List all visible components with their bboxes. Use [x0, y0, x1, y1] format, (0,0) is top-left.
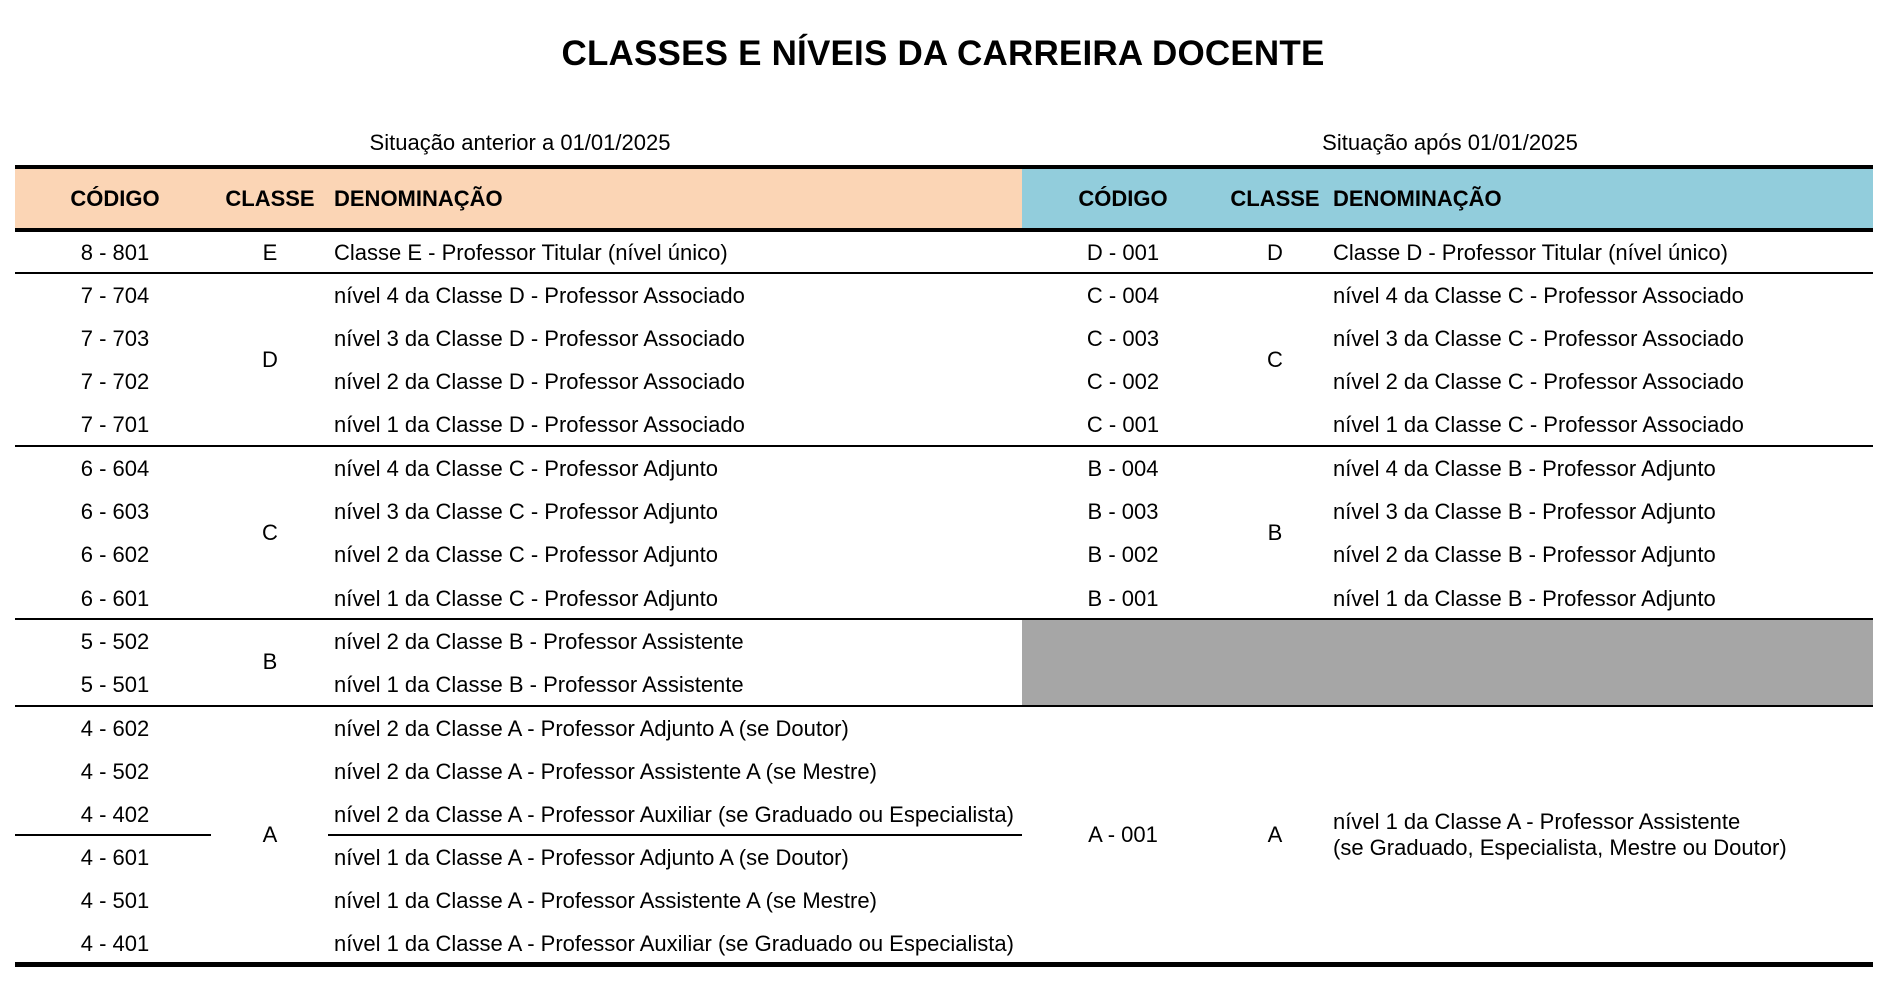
right-codigo: C - 001	[1086, 412, 1160, 437]
left-codigo: 4 - 602	[80, 716, 150, 741]
left-codigo: 6 - 601	[80, 586, 150, 611]
left-codigo: 6 - 602	[80, 542, 150, 567]
header-classe: CLASSE	[225, 186, 315, 211]
left-codigo: 6 - 604	[80, 456, 150, 481]
left-class-label: A	[262, 822, 278, 847]
left-denominacao: nível 1 da Classe A - Professor Adjunto A (se Doutor)	[334, 845, 849, 870]
header-codigo: CÓDIGO	[1078, 186, 1168, 211]
header-denominacao: DENOMINAÇÃO	[1333, 186, 1502, 211]
right-codigo: B - 003	[1087, 499, 1159, 524]
left-codigo: 4 - 601	[80, 845, 150, 870]
left-codigo: 4 - 502	[80, 759, 150, 784]
right-denominacao: nível 2 da Classe C - Professor Associado	[1333, 369, 1744, 394]
left-denominacao: nível 2 da Classe D - Professor Associado	[334, 369, 745, 394]
left-codigo: 4 - 501	[80, 888, 150, 913]
left-denominacao: nível 3 da Classe D - Professor Associado	[334, 326, 745, 351]
empty-block	[1022, 619, 1873, 705]
left-denominacao: nível 1 da Classe A - Professor Assistente A (se Mestre)	[334, 888, 877, 913]
table-top-rule	[15, 165, 1873, 169]
left-denominacao: nível 2 da Classe B - Professor Assistente	[334, 629, 744, 654]
left-denominacao: nível 1 da Classe A - Professor Auxiliar (se Graduado ou Especialista)	[334, 931, 1014, 956]
right-denominacao: nível 3 da Classe C - Professor Associado	[1333, 326, 1744, 351]
right-codigo: C - 002	[1086, 369, 1160, 394]
header-codigo: CÓDIGO	[70, 186, 160, 211]
right-class-label: D	[1267, 240, 1283, 265]
right-denominacao: Classe D - Professor Titular (nível único)	[1333, 240, 1728, 265]
right-caption: Situação após 01/01/2025	[1322, 130, 1578, 155]
right-codigo: A - 001	[1088, 822, 1158, 847]
right-class-label: B	[1267, 520, 1283, 545]
right-codigo: C - 004	[1086, 283, 1160, 308]
left-denominacao: nível 1 da Classe C - Professor Adjunto	[334, 586, 718, 611]
a-level-divider	[328, 834, 1022, 836]
left-class-label: B	[262, 649, 278, 674]
class-divider	[15, 705, 1873, 707]
a-level-divider	[15, 834, 211, 836]
left-codigo: 7 - 704	[80, 283, 150, 308]
class-divider	[15, 445, 1873, 447]
left-denominacao: Classe E - Professor Titular (nível único)	[334, 240, 728, 265]
left-codigo: 5 - 502	[80, 629, 150, 654]
left-denominacao: nível 2 da Classe C - Professor Adjunto	[334, 542, 718, 567]
right-codigo: B - 002	[1087, 542, 1159, 567]
page-title: CLASSES E NÍVEIS DA CARREIRA DOCENTE	[561, 34, 1325, 73]
left-codigo: 5 - 501	[80, 672, 150, 697]
left-denominacao: nível 2 da Classe A - Professor Adjunto A (se Doutor)	[334, 716, 849, 741]
left-class-label: E	[262, 240, 278, 265]
header-denominacao: DENOMINAÇÃO	[334, 186, 503, 211]
left-denominacao: nível 2 da Classe A - Professor Auxiliar (se Graduado ou Especialista)	[334, 802, 1014, 827]
left-denominacao: nível 4 da Classe D - Professor Associado	[334, 283, 745, 308]
table-bottom-rule	[15, 962, 1873, 967]
right-codigo: D - 001	[1086, 240, 1160, 265]
left-caption: Situação anterior a 01/01/2025	[369, 130, 671, 155]
right-denominacao: nível 4 da Classe C - Professor Associado	[1333, 283, 1744, 308]
left-codigo: 7 - 703	[80, 326, 150, 351]
left-denominacao: nível 1 da Classe B - Professor Assistente	[334, 672, 744, 697]
left-codigo: 4 - 401	[80, 931, 150, 956]
right-codigo: B - 001	[1087, 586, 1159, 611]
right-codigo: B - 004	[1087, 456, 1159, 481]
right-denominacao: nível 4 da Classe B - Professor Adjunto	[1333, 456, 1716, 481]
right-class-label: C	[1267, 347, 1283, 372]
class-divider	[15, 272, 1873, 274]
left-codigo: 7 - 702	[80, 369, 150, 394]
left-denominacao: nível 2 da Classe A - Professor Assistente A (se Mestre)	[334, 759, 877, 784]
right-class-label: A	[1267, 822, 1283, 847]
right-denominacao: nível 1 da Classe B - Professor Adjunto	[1333, 586, 1716, 611]
left-denominacao: nível 1 da Classe D - Professor Associado	[334, 412, 745, 437]
right-denominacao: (se Graduado, Especialista, Mestre ou Doutor)	[1333, 835, 1787, 860]
class-divider	[15, 618, 1873, 620]
header-bottom-rule	[15, 228, 1873, 232]
right-denominacao: nível 3 da Classe B - Professor Adjunto	[1333, 499, 1716, 524]
left-codigo: 4 - 402	[80, 802, 150, 827]
left-codigo: 7 - 701	[80, 412, 150, 437]
right-denominacao: nível 1 da Classe A - Professor Assistente	[1333, 809, 1741, 834]
left-class-label: D	[262, 347, 278, 372]
left-codigo: 6 - 603	[80, 499, 150, 524]
left-denominacao: nível 4 da Classe C - Professor Adjunto	[334, 456, 718, 481]
right-denominacao: nível 1 da Classe C - Professor Associado	[1333, 412, 1744, 437]
left-denominacao: nível 3 da Classe C - Professor Adjunto	[334, 499, 718, 524]
left-codigo: 8 - 801	[80, 240, 150, 265]
right-denominacao: nível 2 da Classe B - Professor Adjunto	[1333, 542, 1716, 567]
left-class-label: C	[262, 520, 278, 545]
right-codigo: C - 003	[1086, 326, 1160, 351]
header-classe: CLASSE	[1230, 186, 1320, 211]
